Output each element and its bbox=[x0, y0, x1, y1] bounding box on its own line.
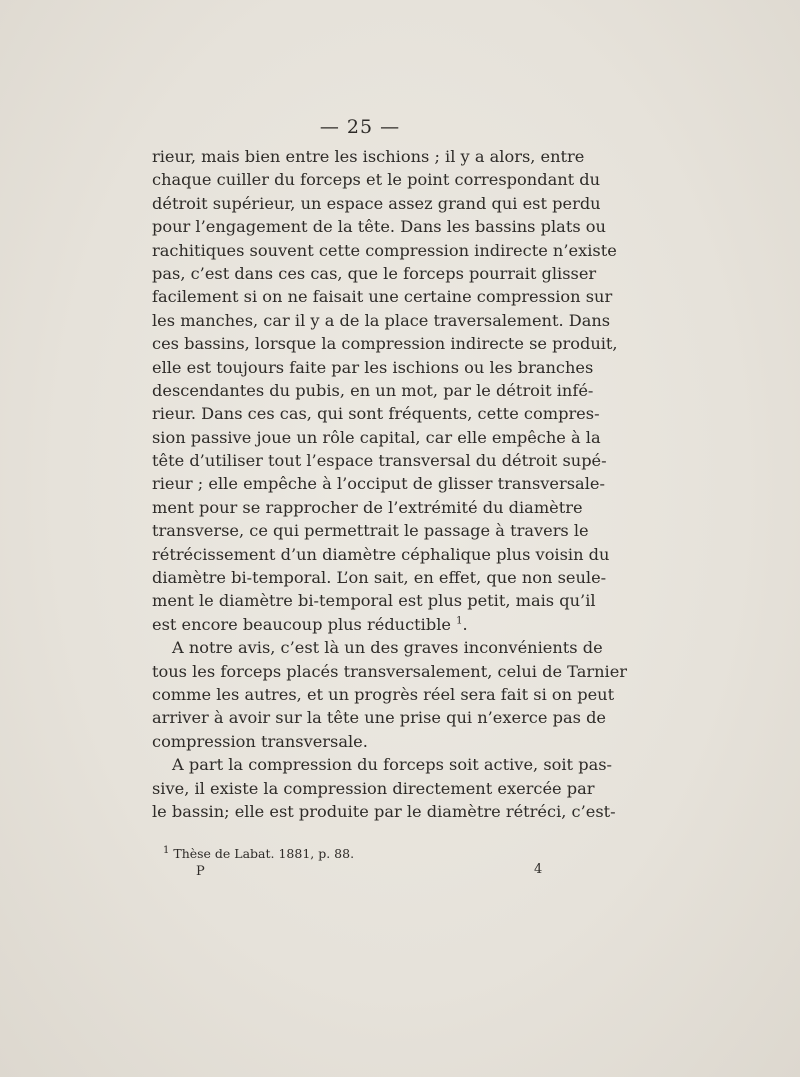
sheet-number: 4 bbox=[534, 862, 543, 877]
footnote-text: Thèse de Labat. 1881, p. 88. bbox=[173, 846, 355, 861]
text-line: ment le diamètre bi-temporal est plus petit, mais qu’il bbox=[152, 591, 596, 611]
text-line: le bassin; elle est produite par le diamètre rétréci, c’est- bbox=[152, 801, 616, 821]
text-line: elle est toujours faite par les ischions ou les branches bbox=[152, 357, 594, 377]
footnote-ref: 1 bbox=[456, 615, 463, 627]
text-line: tous les forceps placés transversalement, celui de Tarnier bbox=[152, 661, 628, 681]
text-line: sion passive joue un rôle capital, car elle empêche à la bbox=[152, 427, 601, 447]
text-line: rieur ; elle empêche à l’occiput de glisser transversale- bbox=[152, 474, 605, 494]
footnote-marker: 1 bbox=[163, 844, 170, 856]
text-line-with-footnote-ref: est encore beaucoup plus réductible $^1$. bbox=[152, 614, 468, 634]
body-text bbox=[152, 145, 628, 823]
text-line: rachitiques souvent cette compression indirecte n’existe bbox=[152, 240, 617, 260]
text-line: pas, c’est dans ces cas, que le forceps pourrait glisser bbox=[152, 263, 597, 283]
text-line-content: est encore beaucoup plus réductible bbox=[152, 614, 451, 634]
text-line: rétrécissement d’un diamètre céphalique plus voisin du bbox=[152, 544, 610, 564]
text-line: diamètre bi-temporal. L’on sait, en effet, que non seule- bbox=[152, 568, 607, 588]
text-line: ment pour se rapprocher de l’extrémité du diamètre bbox=[152, 497, 583, 517]
text-line: transverse, ce qui permettrait le passage à travers le bbox=[152, 521, 589, 541]
text-line: A part la compression du forceps soit active, soit pas- bbox=[172, 755, 612, 775]
printer-signature: P bbox=[196, 864, 205, 879]
text-line: rieur, mais bien entre les ischions ; il y a alors, entre bbox=[152, 147, 585, 166]
text-line: les manches, car il y a de la place traversalement. Dans bbox=[152, 310, 611, 330]
text-line: descendantes du pubis, en un mot, par le détroit infé- bbox=[152, 380, 594, 400]
text-line: rieur. Dans ces cas, qui sont fréquents, cette compres- bbox=[152, 404, 600, 424]
text-line: arriver à avoir sur la tête une prise qui n’exerce pas de bbox=[152, 708, 607, 728]
text-line: tête d’utiliser tout l’espace transversal du détroit supé- bbox=[152, 451, 607, 471]
text-line: détroit supérieur, un espace assez grand qui est perdu bbox=[152, 193, 601, 213]
page-number: — 25 — bbox=[319, 116, 401, 138]
text-line: facilement si on ne faisait une certaine compression sur bbox=[152, 287, 613, 307]
text-line: sive, il existe la compression directement exercée par bbox=[152, 778, 595, 798]
text-line: chaque cuiller du forceps et le point correspondant du bbox=[152, 170, 601, 190]
footnote bbox=[163, 846, 354, 861]
text-line: comme les autres, et un progrès réel sera fait si on peut bbox=[152, 684, 615, 704]
text-line: A notre avis, c’est là un des graves inconvénients de bbox=[172, 638, 603, 658]
text-line: ces bassins, lorsque la compression indirecte se produit, bbox=[152, 334, 618, 354]
text-line: pour l’engagement de la tête. Dans les bassins plats ou bbox=[152, 217, 606, 237]
text-line: compression transversale. bbox=[152, 731, 368, 751]
